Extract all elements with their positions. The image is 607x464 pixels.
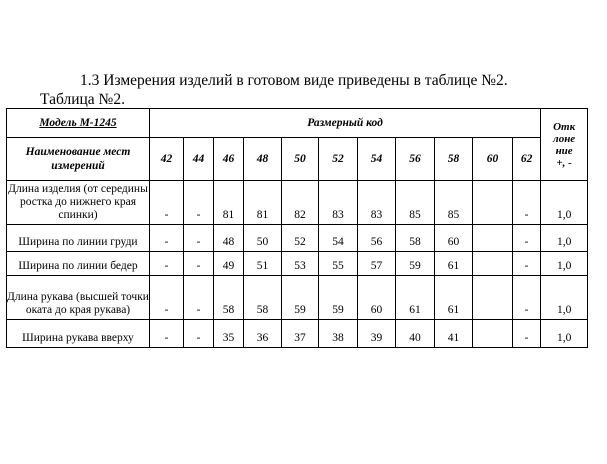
measurement-value: - (184, 276, 214, 320)
measurement-value: - (513, 320, 541, 348)
size-code-cell: 52 (319, 138, 358, 181)
measurement-value: 56 (358, 225, 396, 252)
measurement-value: 53 (282, 252, 319, 276)
size-code-cell: 60 (473, 138, 513, 181)
measurement-value: 85 (435, 181, 473, 225)
deviation-header-line: +, - (556, 156, 572, 169)
measurement-value (473, 276, 513, 320)
size-code-cell: 42 (150, 138, 184, 181)
size-code-cell: 50 (282, 138, 319, 181)
measurement-value: 49 (214, 252, 244, 276)
measurement-value: 58 (244, 276, 282, 320)
measurement-value: 52 (282, 225, 319, 252)
measurement-value: 48 (214, 225, 244, 252)
measurement-value: 54 (319, 225, 358, 252)
measurement-value: - (184, 252, 214, 276)
measurement-value: - (150, 181, 184, 225)
table-row (7, 320, 588, 348)
measurement-value: 83 (358, 181, 396, 225)
measurement-value: - (150, 225, 184, 252)
measurement-name: Длина изделия (от середины ростка до нижнего края спинки) (7, 181, 150, 225)
measurement-value: 50 (244, 225, 282, 252)
measurement-value: - (184, 320, 214, 348)
table-row (7, 252, 588, 276)
measurement-value: - (184, 181, 214, 225)
measurement-value: 81 (244, 181, 282, 225)
measurement-value: 59 (319, 276, 358, 320)
size-code-cell: 48 (244, 138, 282, 181)
table-row (7, 225, 588, 252)
measurement-value (473, 181, 513, 225)
measurement-value: - (513, 225, 541, 252)
size-code-cell: 44 (184, 138, 214, 181)
tolerance-value: 1,0 (541, 225, 588, 252)
measurement-value: - (513, 181, 541, 225)
measurement-value: 55 (319, 252, 358, 276)
measurement-value: - (513, 252, 541, 276)
measurement-value: 60 (435, 225, 473, 252)
size-code-cell: 54 (358, 138, 396, 181)
measurement-value (473, 252, 513, 276)
measurement-value: - (150, 252, 184, 276)
measurement-value: 37 (282, 320, 319, 348)
measurement-value: 57 (358, 252, 396, 276)
measurement-value: 51 (244, 252, 282, 276)
measurement-name-header: Наименование мест измерений (7, 138, 150, 181)
measurement-value: 59 (282, 276, 319, 320)
model-label: Модель М-1245 (7, 109, 150, 138)
measurement-value: 85 (396, 181, 435, 225)
deviation-header-line: лоне (553, 132, 576, 145)
measurement-value: 58 (214, 276, 244, 320)
measurement-value (473, 320, 513, 348)
measurement-name: Ширина рукава вверху (7, 320, 150, 348)
measurement-value: 36 (244, 320, 282, 348)
measurements-table (6, 108, 588, 348)
measurement-value: 61 (396, 276, 435, 320)
measurement-value: - (150, 276, 184, 320)
measurement-name: Ширина по линии груди (7, 225, 150, 252)
measurement-value: 59 (396, 252, 435, 276)
measurement-value: 39 (358, 320, 396, 348)
measurement-value: 41 (435, 320, 473, 348)
measurement-value: - (184, 225, 214, 252)
size-code-cell: 58 (435, 138, 473, 181)
measurement-value: 60 (358, 276, 396, 320)
measurement-name: Длина рукава (высшей точки оката до края рукава) (7, 276, 150, 320)
tolerance-value: 1,0 (541, 276, 588, 320)
deviation-header-line: Отк (553, 120, 576, 133)
measurement-value: 81 (214, 181, 244, 225)
size-code-cell: 56 (396, 138, 435, 181)
measurement-value: 61 (435, 252, 473, 276)
table-row (7, 276, 588, 320)
measurement-value: 38 (319, 320, 358, 348)
tolerance-value: 1,0 (541, 320, 588, 348)
size-code-cell: 46 (214, 138, 244, 181)
deviation-header-line: ние (555, 144, 573, 157)
deviation-header (541, 109, 588, 181)
size-code-cell: 62 (513, 138, 541, 181)
table-caption: Таблица №2. (40, 91, 125, 108)
measurement-value: 61 (435, 276, 473, 320)
tolerance-value: 1,0 (541, 181, 588, 225)
measurement-value: 35 (214, 320, 244, 348)
measurement-name: Ширина по линии бедер (7, 252, 150, 276)
tolerance-value: 1,0 (541, 252, 588, 276)
measurement-value: 40 (396, 320, 435, 348)
size-code-header: Размерный код (150, 109, 541, 138)
measurement-value: 58 (396, 225, 435, 252)
table-row (7, 181, 588, 225)
measurement-value: 83 (319, 181, 358, 225)
measurement-value: - (150, 320, 184, 348)
measurement-value: - (513, 276, 541, 320)
measurement-value (473, 225, 513, 252)
measurement-value: 82 (282, 181, 319, 225)
section-heading: 1.3 Измерения изделий в готовом виде приведены в таблице №2. (80, 72, 508, 89)
